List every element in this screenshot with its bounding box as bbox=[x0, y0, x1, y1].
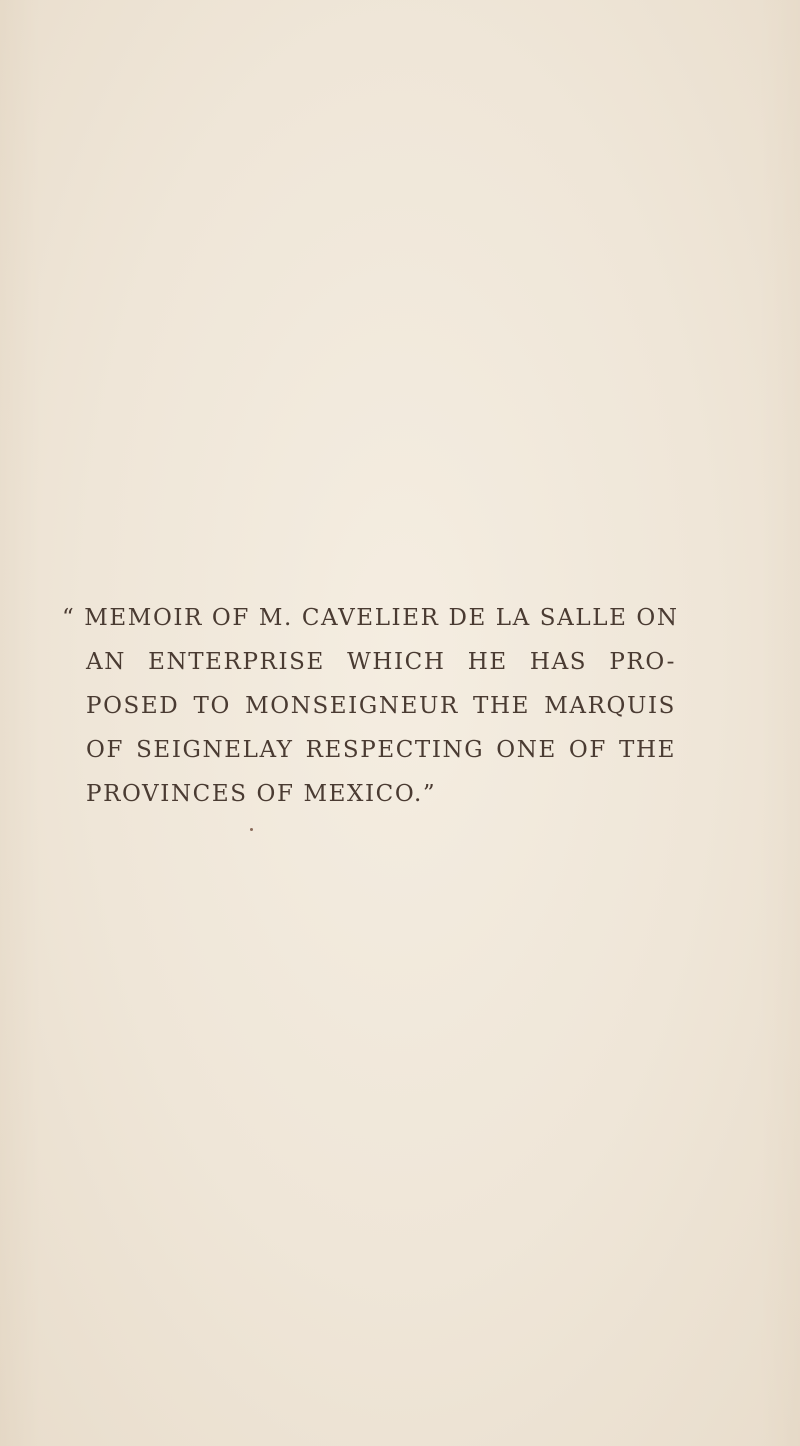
title-line-2: AN ENTERPRISE WHICH HE HAS PRO- bbox=[86, 649, 676, 675]
ink-speck bbox=[250, 828, 253, 831]
title-line-3: POSED TO MONSEIGNEUR THE MARQUIS bbox=[86, 693, 676, 719]
memoir-title bbox=[62, 596, 679, 816]
title-line-4: OF SEIGNELAY RESPECTING ONE OF THE bbox=[86, 737, 676, 763]
title-line-1: “ MEMOIR OF M. CAVELIER DE LA SALLE ON bbox=[62, 605, 679, 631]
title-line-5: PROVINCES OF MEXICO.” bbox=[86, 781, 437, 807]
